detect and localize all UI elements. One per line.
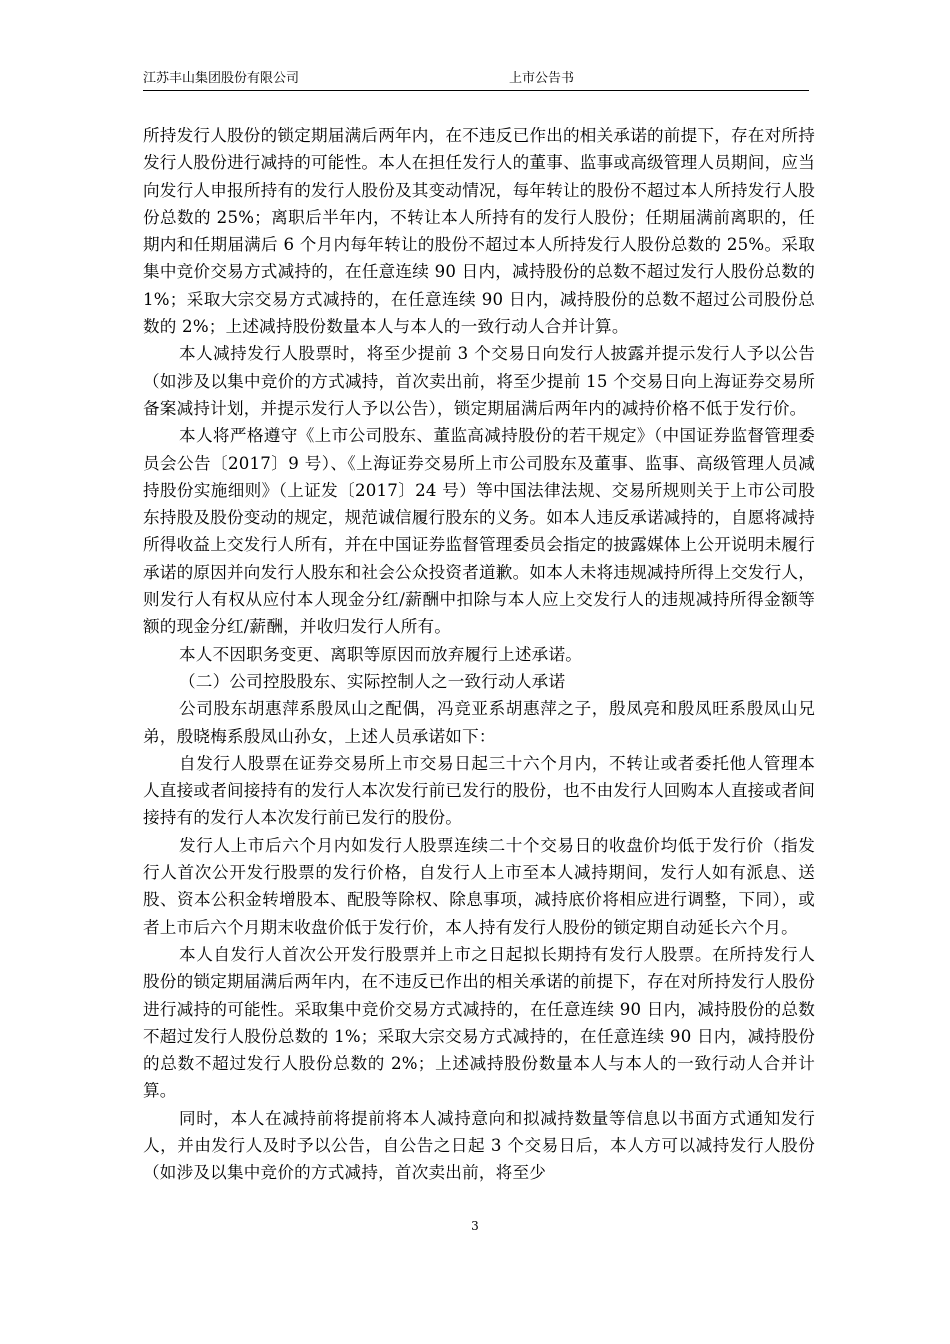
paragraph-continuation: 所持发行人股份的锁定期届满后两年内，在不违反已作出的相关承诺的前提下，存在对所持发行人股份进行减持的可能性。本人在担任发行人的董事、监事或高级管理人员期间，应当向发行人申报所持有的发行人股份及其变动情况，每年转让的股份不超过本人所持发行人股份总数的 25%；离职后半年内，不转让本人所持有的发行人股份；任期届满前离职的，任期内和任期届满后 6 个月内每年转让的股份不超过本人所持发行人股份总数的 25%。采取集中竞价交易方式减持的，在任意连续 90 日内，减持股份的总数不超过发行人股份总数的 1%；采取大宗交易方式减持的，在任意连续 90 日内，减持股份的总数不超过公司股份总数的 2%；上述减持股份数量本人与本人的一致行动人合并计算。 [143, 126, 815, 337]
paragraph: 本人减持发行人股票时，将至少提前 3 个交易日向发行人披露并提示发行人予以公告（如涉及以集中竞价的方式减持，首次卖出前，将至少提前 15 个交易日向上海证券交易所备案减持计划，并提示发行人予以公告），锁定期届满后两年内的减持价格不低于发行价。 [143, 344, 815, 418]
page-header [143, 70, 809, 91]
section-heading: （二）公司控股股东、实际控制人之一致行动人承诺 [179, 671, 566, 691]
paragraph: 自发行人股票在证券交易所上市交易日起三十六个月内，不转让或者委托他人管理本人直接或者间接持有的发行人本次发行前已发行的股份，也不由发行人回购本人直接或者间接持有的发行人本次发行前已发行的股份。 [143, 753, 815, 828]
paragraph: 本人自发行人首次公开发行股票并上市之日起拟长期持有发行人股票。在所持发行人股份的锁定期届满后两年内，在不违反已作出的相关承诺的前提下，存在对所持发行人股份进行减持的可能性。采取集中竞价交易方式减持的，在任意连续 90 日内，减持股份的总数不超过发行人股份总数的 1%；采取大宗交易方式减持的，在任意连续 90 日内，减持股份的总数不超过发行人股份总数的 2%；上述减持股份数量本人与本人的一致行动人合并计算。 [143, 944, 815, 1101]
page-number: 3 [471, 1219, 479, 1233]
paragraph: 发行人上市后六个月内如发行人股票连续二十个交易日的收盘价均低于发行价（指发行人首次公开发行股票的发行价格，自发行人上市至本人减持期间，发行人如有派息、送股、资本公积金转增股本、配股等除权、除息事项，减持底价将相应进行调整，下同），或者上市后六个月期末收盘价低于发行价，本人持有发行人股份的锁定期自动延长六个月。 [143, 835, 815, 937]
paragraph: 本人将严格遵守《上市公司股东、董监高减持股份的若干规定》（中国证券监督管理委员会公告〔2017〕9 号）、《上海证券交易所上市公司股东及董事、监事、高级管理人员减持股份实施细则》（上证发〔2017〕24 号）等中国法律法规、交易所规则关于上市公司股东持股及股份变动的规定，规范诚信履行股东的义务。如本人违反承诺减持的，自愿将减持所得收益上交发行人所有，并在中国证券监督管理委员会指定的披露媒体上公开说明未履行承诺的原因并向发行人股东和社会公众投资者道歉。如本人未将违规减持所得上交发行人，则发行人有权从应付本人现金分红/薪酬中扣除与本人应上交发行人的违规减持所得金额等额的现金分红/薪酬，并收归发行人所有。 [143, 426, 815, 637]
header-document-type: 上市公告书 [509, 71, 575, 86]
paragraph: 同时，本人在减持前将提前将本人减持意向和拟减持数量等信息以书面方式通知发行人，并由发行人及时予以公告，自公告之日起 3 个交易日后，本人方可以减持发行人股份（如涉及以集中竞价的方式减持，首次卖出前，将至少 [143, 1108, 815, 1183]
document-body [143, 122, 815, 1187]
paragraph: 公司股东胡惠萍系殷凤山之配偶，冯竞亚系胡惠萍之子，殷凤亮和殷凤旺系殷凤山兄弟，殷晓梅系殷凤山孙女，上述人员承诺如下： [143, 699, 815, 746]
header-company-name: 江苏丰山集团股份有限公司 [143, 71, 300, 86]
paragraph: 本人不因职务变更、离职等原因而放弃履行上述承诺。 [179, 644, 583, 664]
